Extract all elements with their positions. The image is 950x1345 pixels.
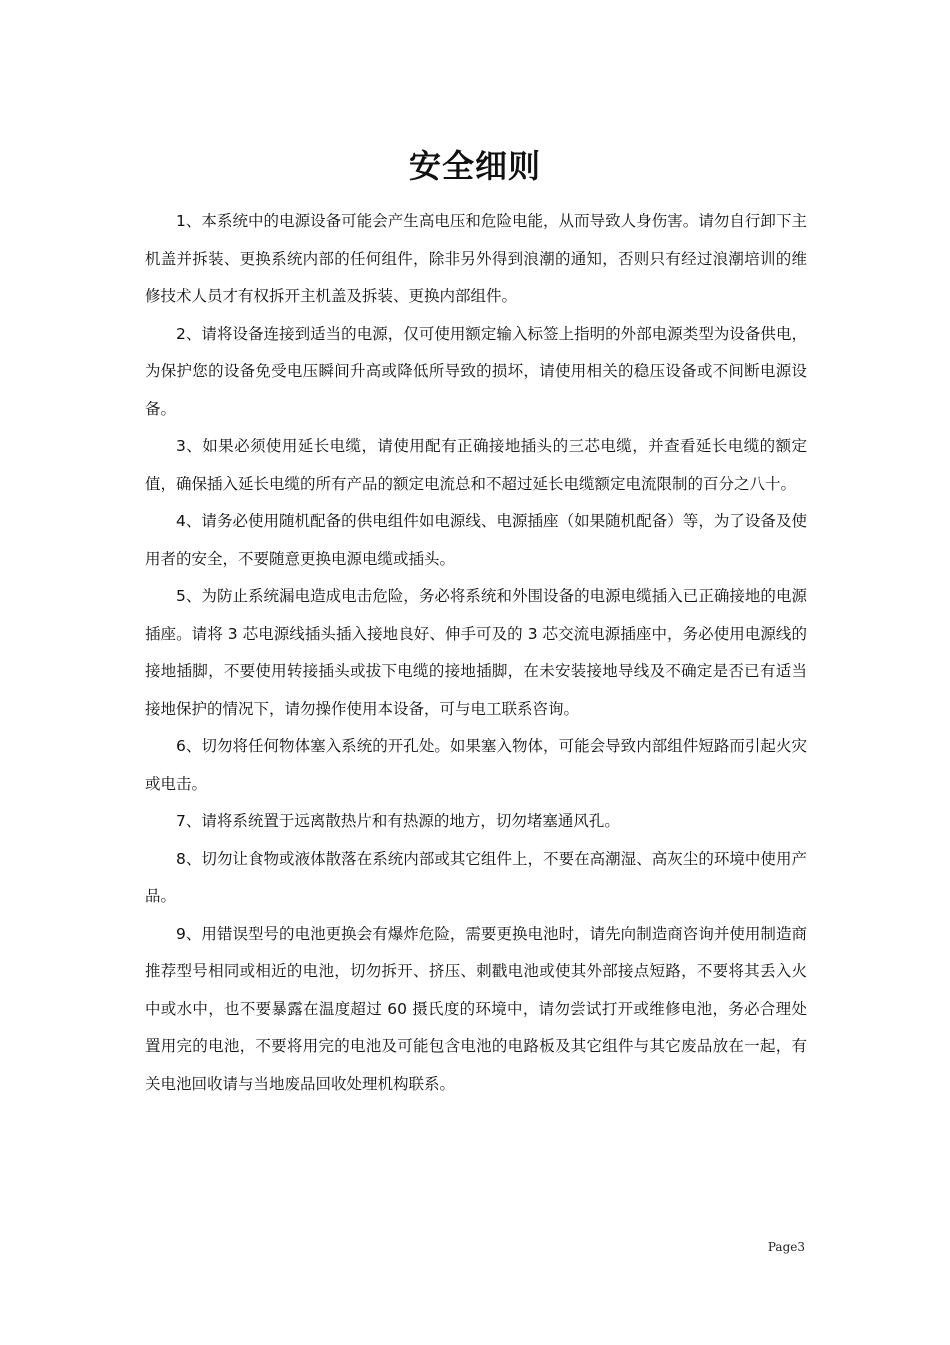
safety-rule-6: 6、切勿将任何物体塞入系统的开孔处。如果塞入物体，可能会导致内部组件短路而引起火灾或电击。: [145, 737, 807, 793]
safety-rule-8: 8、切勿让食物或液体散落在系统内部或其它组件上，不要在高潮湿、高灰尘的环境中使用产品。: [145, 849, 807, 905]
safety-rules-body: [145, 203, 807, 1103]
safety-rule-5: 5、为防止系统漏电造成电击危险，务必将系统和外围设备的电源电缆插入已正确接地的电源插座。请将 3 芯电源线插头插入接地良好、伸手可及的 3 芯交流电源插座中，务必使用电源线的接地插脚，不要使用转接插头或拔下电缆的接地插脚，在未安装接地导线及不确定是否已有适当接地保护的情况下，请勿操作使用本设备，可与电工联系咨询。: [145, 587, 807, 718]
page-title: 安全细则: [408, 147, 541, 185]
page-number: Page3: [767, 1240, 805, 1254]
safety-rule-4: 4、请务必使用随机配备的供电组件如电源线、电源插座（如果随机配备）等，为了设备及使用者的安全，不要随意更换电源电缆或插头。: [145, 512, 807, 568]
safety-rule-7: 7、请将系统置于远离散热片和有热源的地方，切勿堵塞通风孔。: [176, 812, 620, 830]
safety-rule-1: 1、本系统中的电源设备可能会产生高电压和危险电能，从而导致人身伤害。请勿自行卸下主机盖并拆装、更换系统内部的任何组件，除非另外得到浪潮的通知，否则只有经过浪潮培训的维修技术人员才有权拆开主机盖及拆装、更换内部组件。: [145, 212, 807, 305]
safety-rule-3: 3、如果必须使用延长电缆，请使用配有正确接地插头的三芯电缆，并查看延长电缆的额定值，确保插入延长电缆的所有产品的额定电流总和不超过延长电缆额定电流限制的百分之八十。: [145, 437, 807, 493]
safety-rule-9: 9、用错误型号的电池更换会有爆炸危险，需要更换电池时，请先向制造商咨询并使用制造商推荐型号相同或相近的电池，切勿拆开、挤压、刺戳电池或使其外部接点短路，不要将其丢入火中或水中，也不要暴露在温度超过 60 摄氏度的环境中，请勿尝试打开或维修电池，务必合理处置用完的电池，不要将用完的电池及可能包含电池的电路板及其它组件与其它废品放在一起，有关电池回收请与当地废品回收处理机构联系。: [145, 924, 807, 1093]
safety-rule-2: 2、请将设备连接到适当的电源，仅可使用额定输入标签上指明的外部电源类型为设备供电，为保护您的设备免受电压瞬间升高或降低所导致的损坏，请使用相关的稳压设备或不间断电源设备。: [145, 324, 807, 418]
